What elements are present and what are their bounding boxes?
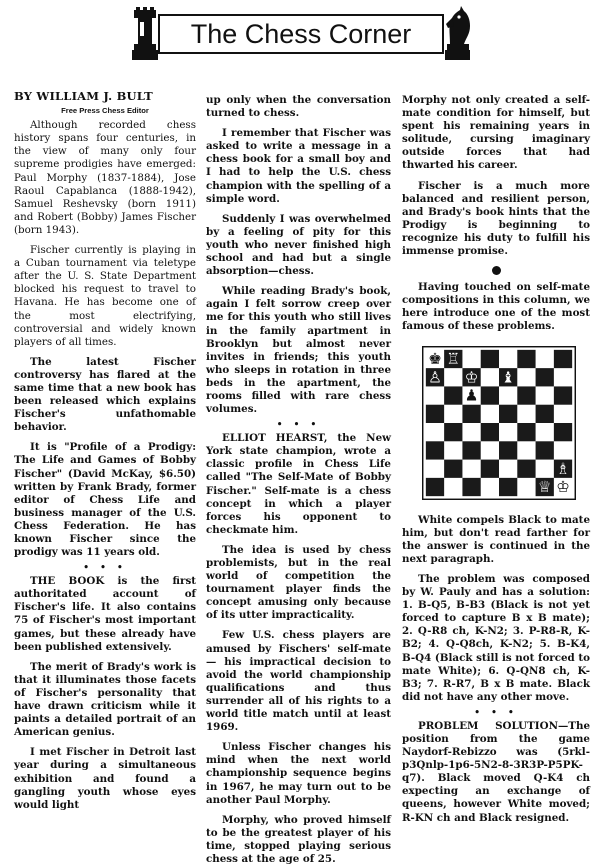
dark-square (499, 441, 517, 459)
paragraph: up only when the conversation turned to chess. (206, 94, 391, 120)
chess-problem-diagram (422, 346, 576, 500)
chess-piece: ♕ (537, 477, 552, 496)
paragraph: The latest Fischer controversy has flared at the same time that a new book has been released which explains Fischer's unfathomable behavior. (14, 355, 196, 434)
paragraph (14, 575, 196, 654)
paragraph: While reading Brady's book, again I felt sorrow creep over me for this youth who still lives in the family apartment in Brooklyn but almost never invites in friends; this youth who sleeps in rotation in three beds in the apartment, the rooms filled with rare chess volumes. (206, 285, 391, 416)
knight-icon (442, 4, 472, 66)
dark-square (426, 441, 444, 459)
column-1 (14, 90, 196, 812)
paragraph: The problem was composed by W. Pauly and has a solution: 1. B-Q5, B-B3 (Black is not yet forced to capture B x B mate); 2. Q-R8 ch, K-N2; 3. P-R8-R, K-B2; 4. Q-Q8ch, K-N2; 5. B-K4, B-Q4 (Black still is not forced to mate White); 6. Q-QN8 ch, K-B3; 7. R-R7, B x B mate. Black did not have any other move. (402, 572, 590, 703)
byline-role: Free Press Chess Editor (61, 106, 149, 116)
dark-square (481, 459, 499, 477)
dark-square (444, 459, 462, 477)
rook-icon (130, 4, 160, 66)
dark-square (499, 404, 517, 422)
chess-piece: ♔ (556, 477, 570, 496)
header-frame (158, 14, 444, 54)
dark-square (462, 441, 480, 459)
paragraph: It is "Profile of a Prodigy: The Life and Games of Bobby Fischer" (David McKay, $6.50) written by Frank Brady, former editor of Chess Life and business manager of the U.S. Chess Federation. He has known Fischer since the prodigy was 11 years old. (14, 441, 196, 559)
chess-piece: ♟ (464, 386, 479, 405)
dark-square (499, 477, 517, 495)
dark-square (481, 349, 499, 367)
dark-square (462, 404, 480, 422)
dark-square (481, 386, 499, 404)
dark-square (481, 423, 499, 441)
paragraph: The merit of Brady's work is that it illuminates those facets of Fischer's personality that have drawn criticism while it paints a detailed portrait of an American genius. (14, 660, 196, 739)
paragraph: White compels Black to mate him, but don't read farther for the answer is continued in the next paragraph. (402, 513, 590, 565)
dark-square (554, 386, 572, 404)
dark-square (554, 349, 572, 367)
dark-square (517, 423, 535, 441)
dark-square (462, 477, 480, 495)
paragraph-body: is the first authoritated account of Fischer's life. It also contains 75 of Fischer's most important games, but these already have been published extensively. (14, 575, 196, 653)
column-header (130, 4, 472, 66)
paragraph-lead: THE BOOK (30, 575, 105, 588)
column-2 (206, 94, 391, 866)
chess-piece: ♝ (501, 367, 516, 386)
paragraph: Morphy, who proved himself to be the greatest player of his time, stopped playing serious chess at the age of 25. (206, 813, 391, 865)
column-3 (402, 94, 590, 825)
section-bullet (402, 266, 590, 277)
paragraph: I remember that Fischer was asked to write a message in a chess book for a small boy and I had to help the U.S. chess champion with the spelling of a simple word. (206, 127, 391, 205)
paragraph: Fischer currently is playing in a Cuban tournament via teletype after the U. S. State Department blocked his request to travel to Havana. He has become one of the most electrifying, controversial and widely known players of all times. (14, 244, 196, 348)
paragraph: Although recorded chess history spans four centuries, in the view of many only four supreme prodigies have emerged: Paul Morphy (1837-1884), Jose Raoul Capablanca (1888-1942), Samuel Reshevsky (born 1911) and Robert (Bobby) James Fischer (born 1943). (14, 119, 196, 236)
dark-square (517, 386, 535, 404)
paragraph-lead: ELLIOT HEARST (222, 432, 324, 445)
paragraph (402, 720, 590, 825)
dark-square (536, 441, 554, 459)
paragraph: Unless Fischer changes his mind when the next world championship sequence begins in 1967, he may turn out to be another Paul Morphy. (206, 741, 391, 806)
section-divider: • • • (276, 420, 321, 431)
paragraph-body: , the New York state champion, wrote a classic profile in Chess Life called "The Self-Mate of Bobby Fischer." Self-mate is a chess concept in which a player forces his opponent to checkmate him. (206, 432, 391, 536)
chess-piece: ♗ (556, 459, 570, 478)
paragraph: I met Fischer in Detroit last year during a simultaneous exhibition and found a gangling youth whose eyes would light (14, 746, 196, 811)
dark-square (517, 459, 535, 477)
paragraph: Morphy not only created a self-mate condition for himself, but spent his remaining years in solitude, cursing imaginary outside forces that had thwarted his career. (402, 94, 590, 172)
dark-square (426, 477, 444, 495)
dark-square (444, 386, 462, 404)
chess-piece: ♚ (428, 349, 442, 368)
paragraph: Suddenly I was overwhelmed by a feeling of pity for this youth who never finished high school and had but a single absorption—chess. (206, 212, 391, 278)
dark-square (536, 368, 554, 386)
column-title: The Chess Corner (190, 18, 412, 49)
chess-piece: ♖ (446, 349, 461, 368)
dark-square (536, 404, 554, 422)
chess-piece: ♙ (428, 367, 442, 386)
byline-author: BY WILLIAM J. BULT (14, 89, 153, 103)
paragraph (206, 432, 391, 537)
section-divider: • • • (83, 563, 127, 574)
dark-square (517, 349, 535, 367)
dark-square (444, 423, 462, 441)
paragraph: Few U.S. chess players are amused by Fischers' self-mate — his impractical decision to avoid the world championship qualifications and thus surrender all of his rights to a world title match until at least 1969. (206, 629, 391, 734)
paragraph-body: The position from the game Naydorf-Rebizzo was (5rkl-p3Qnlp-1p6-5N2-8-3R3P-P5PK-q7). Black moved Q-K4 ch expecting an exchange of queens, however White moved; R-KN ch and Black resigned. (402, 719, 590, 824)
dark-square (426, 404, 444, 422)
section-divider: • • • (474, 707, 518, 718)
chess-piece: ♔ (464, 367, 479, 386)
dark-square (554, 423, 572, 441)
paragraph: The idea is used by chess problemists, but in the real world of competition the tournament player finds the concept amusing only because of its utter impracticality. (206, 543, 391, 622)
paragraph: Fischer is a much more balanced and resilient person, and Brady's book hints that the Prodigy is beginning to recognize his duty to fulfill his immense promise. (402, 179, 590, 258)
paragraph: Having touched on self-mate compositions in this column, we here introduce one of the most famous of these problems. (402, 281, 590, 333)
paragraph-lead: PROBLEM SOLUTION— (418, 719, 569, 732)
